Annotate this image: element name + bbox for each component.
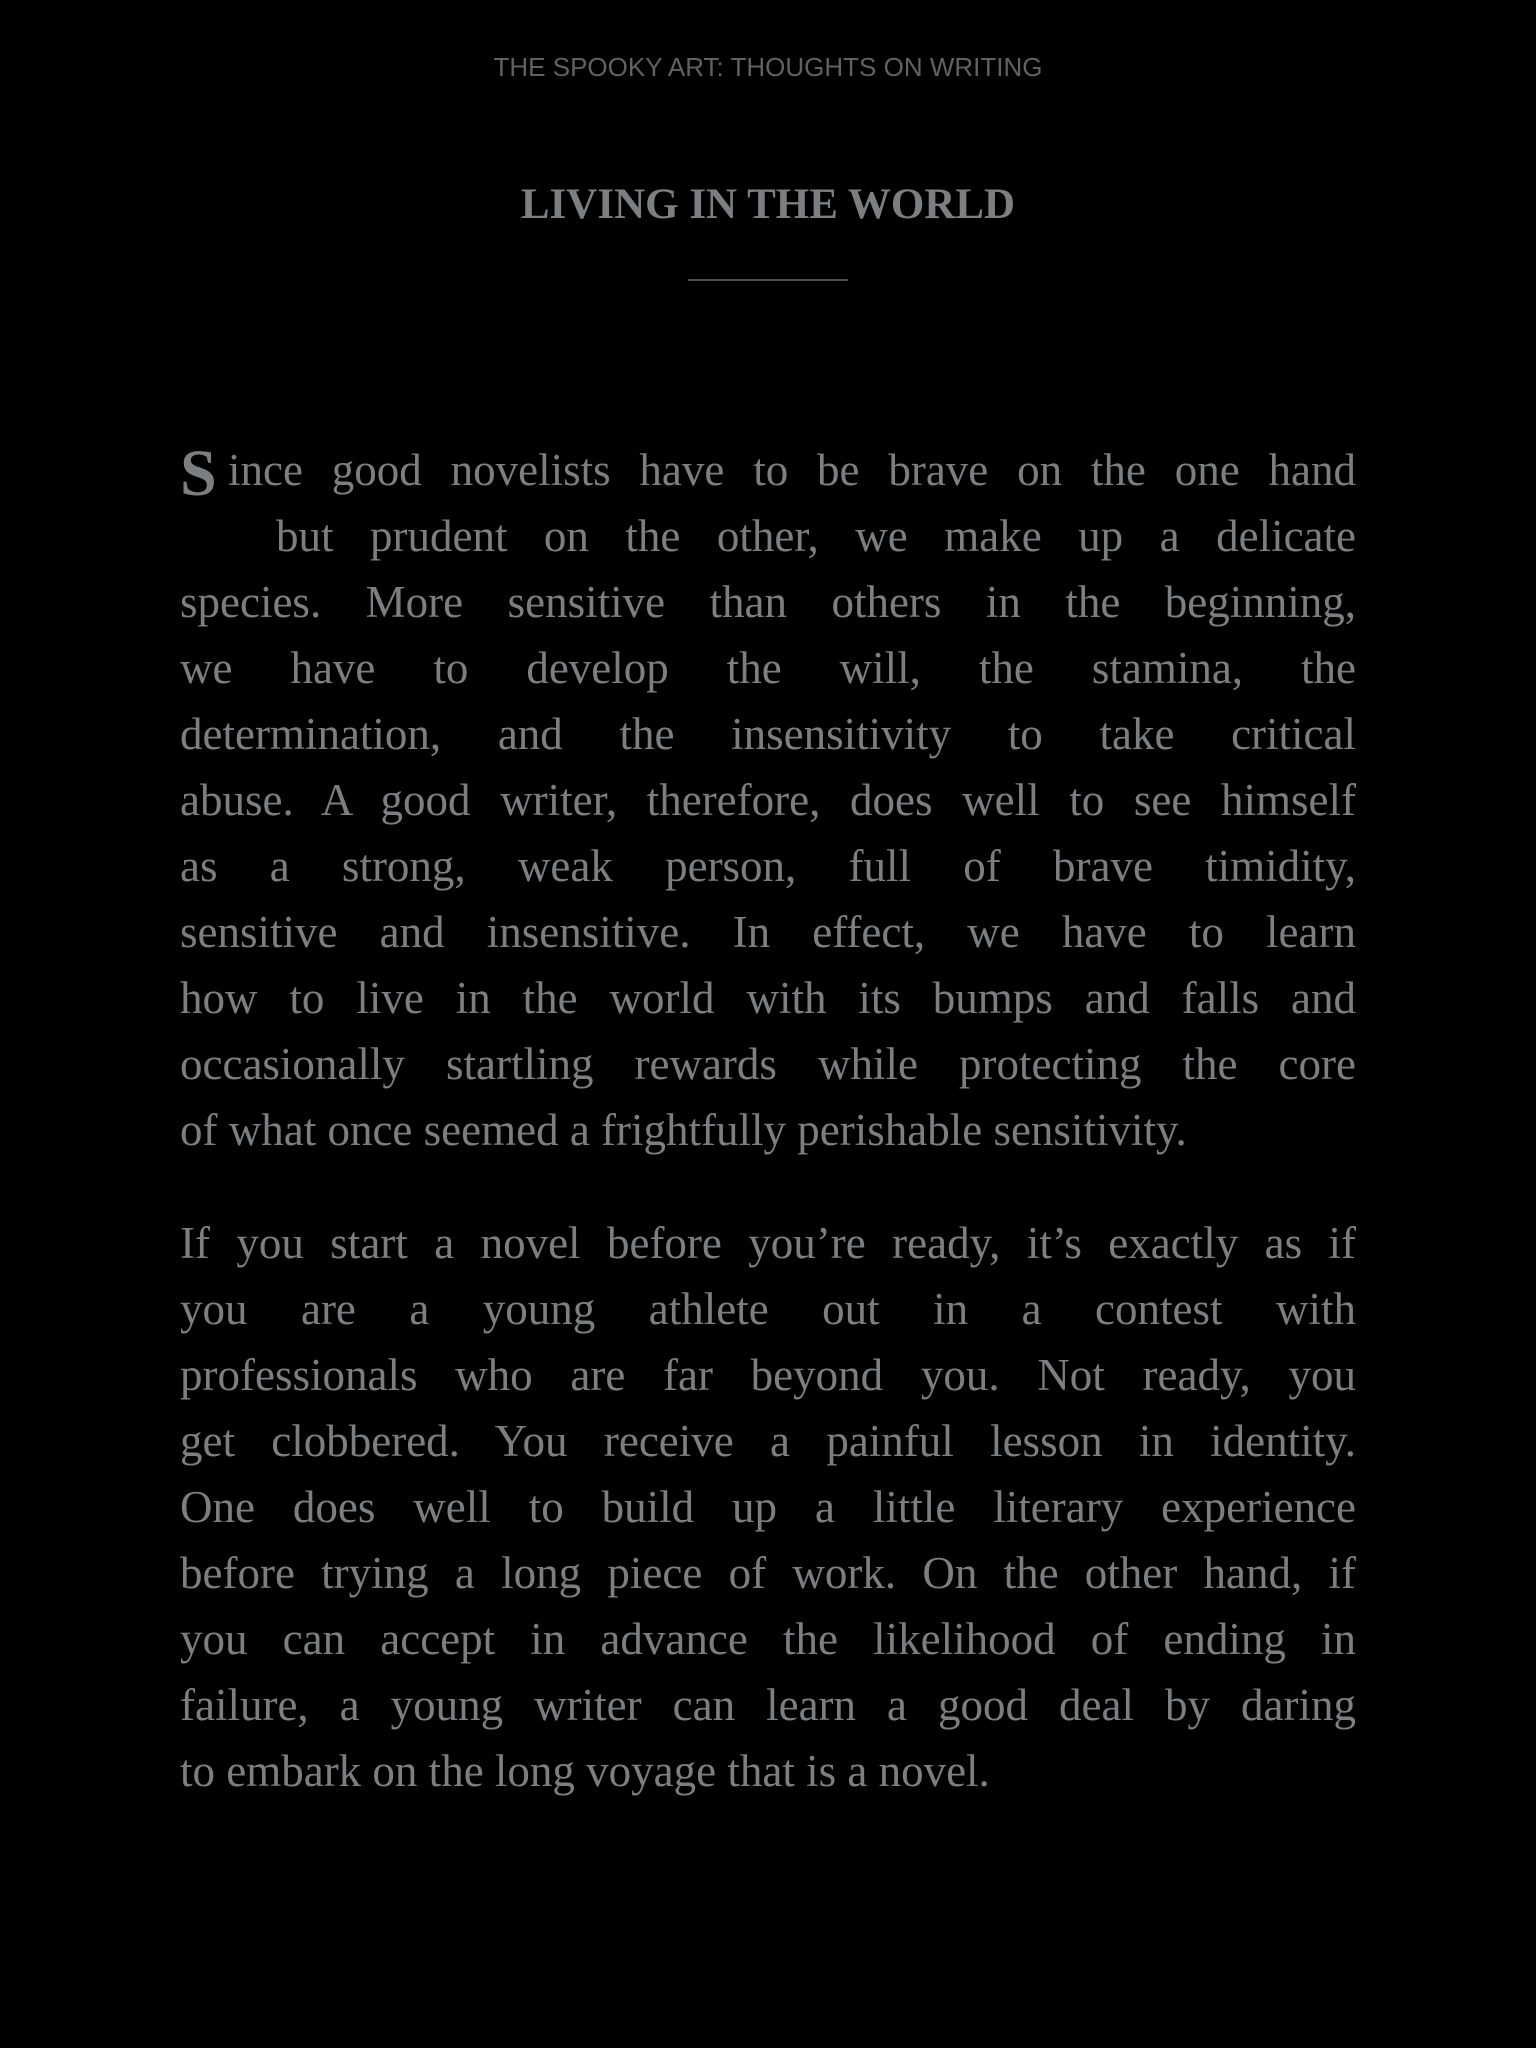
text-line: before trying a long piece of work. On the other hand, if	[180, 1548, 1356, 1598]
text-line: occasionally startling rewards while protecting the core	[180, 1039, 1356, 1089]
paragraph-2	[180, 1210, 1356, 1804]
text-line: If you start a novel before you’re ready, it’s exactly as if	[180, 1218, 1356, 1268]
text-line: how to live in the world with its bumps and falls and	[180, 973, 1356, 1023]
text-line: determination, and the insensitivity to take critical	[180, 709, 1356, 759]
text-line: but prudent on the other, we make up a delicate	[276, 511, 1356, 561]
text-line: failure, a young writer can learn a good deal by daring	[180, 1680, 1356, 1730]
text-line: ince good novelists have to be brave on the one hand	[228, 445, 1356, 495]
paragraph-1	[180, 437, 1356, 1163]
text-line: One does well to build up a little literary experience	[180, 1482, 1356, 1532]
text-line: sensitive and insensitive. In effect, we have to learn	[180, 907, 1356, 957]
text-line: species. More sensitive than others in the beginning,	[180, 577, 1356, 627]
text-line: professionals who are far beyond you. Not ready, you	[180, 1350, 1356, 1400]
text-line: to embark on the long voyage that is a novel.	[180, 1746, 990, 1796]
text-line: you are a young athlete out in a contest with	[180, 1284, 1356, 1334]
chapter-title: LIVING IN THE WORLD	[520, 181, 1016, 228]
running-head: THE SPOOKY ART: THOUGHTS ON WRITING	[493, 52, 1043, 82]
drop-cap: S	[180, 437, 217, 510]
text-line: we have to develop the will, the stamina, the	[180, 643, 1356, 693]
text-line: you can accept in advance the likelihood of ending in	[180, 1614, 1356, 1664]
text-line: abuse. A good writer, therefore, does well to see himself	[180, 775, 1356, 825]
text-line: of what once seemed a frightfully perishable sensitivity.	[180, 1105, 1187, 1155]
text-line: as a strong, weak person, full of brave timidity,	[180, 841, 1356, 891]
text-line: get clobbered. You receive a painful lesson in identity.	[180, 1416, 1356, 1466]
title-divider	[688, 279, 848, 281]
